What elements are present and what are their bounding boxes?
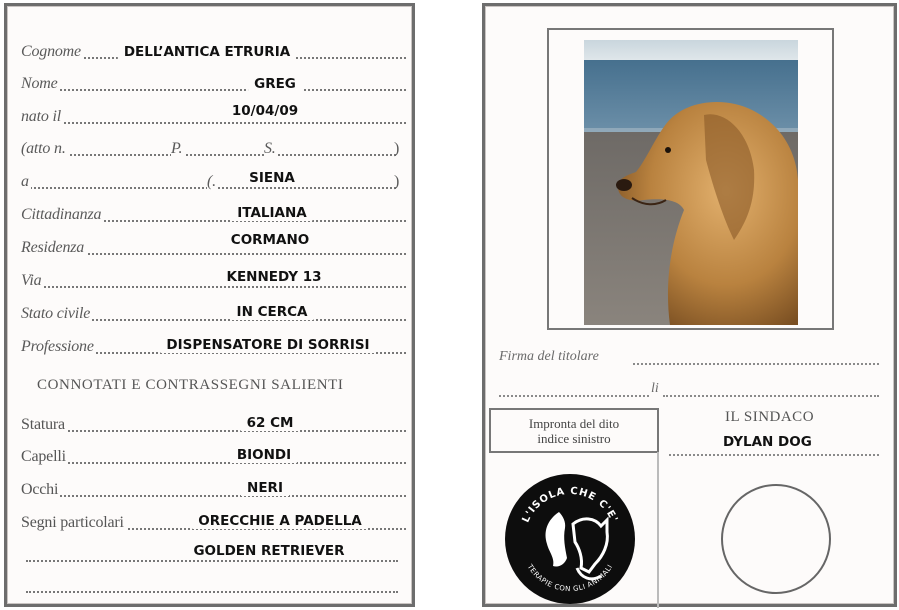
field-surname	[21, 40, 406, 62]
field-label: Cittadinanza	[21, 206, 102, 223]
section-title: CONNOTATI E CONTRASSEGNI SALIENTI	[37, 377, 344, 393]
field-value: 62 CM	[241, 415, 300, 431]
field-value: ORECCHIE A PADELLA	[192, 513, 367, 529]
field-blank-line	[21, 574, 406, 596]
record-p-label: P.	[171, 140, 183, 157]
field-label: Occhi	[21, 481, 59, 498]
field-value: 10/04/09	[226, 103, 304, 119]
place-open-paren: (.	[207, 173, 216, 190]
field-eyes	[21, 478, 406, 500]
thumbprint-divider	[657, 452, 659, 608]
field-residence	[21, 232, 406, 258]
field-value: BIONDI	[231, 447, 297, 463]
field-value: KENNEDY 13	[221, 269, 328, 285]
mayor-signature-line	[669, 454, 879, 456]
id-card-right-page	[482, 3, 897, 607]
date-line-left	[499, 395, 649, 397]
field-label: Professione	[21, 338, 94, 355]
field-label: Statura	[21, 416, 65, 433]
logo-text-top: L'ISOLA CHE C'E'	[520, 485, 620, 525]
dog-photo	[584, 40, 798, 325]
association-logo	[503, 472, 637, 606]
field-label: Segni particolari	[21, 514, 124, 531]
field-label: Stato civile	[21, 305, 91, 322]
field-label: Capelli	[21, 448, 66, 465]
field-value: GOLDEN RETRIEVER	[187, 543, 350, 559]
field-birth-date	[21, 105, 406, 127]
field-label: Nome	[21, 75, 58, 92]
field-label: Residenza	[21, 239, 85, 256]
field-value: IN CERCA	[231, 304, 314, 320]
field-marital-status	[21, 302, 406, 324]
field-value: NERI	[241, 480, 289, 496]
field-label: nato il	[21, 108, 61, 125]
field-value: DELL’ANTICA ETRURIA	[118, 44, 296, 60]
signature-line	[633, 363, 879, 365]
field-profession	[21, 335, 406, 357]
thumbprint-label-1: Impronta del dito	[528, 416, 620, 431]
thumbprint-label-2: indice sinistro	[537, 431, 611, 446]
date-line-right	[663, 395, 879, 397]
dog-photo-image	[584, 40, 798, 325]
official-stamp-circle	[721, 484, 831, 594]
place-close-paren: )	[394, 173, 400, 190]
signature-label: Firma del titolare	[499, 349, 599, 364]
field-hair	[21, 445, 406, 467]
field-citizenship	[21, 203, 406, 225]
thumbprint-box	[489, 408, 659, 453]
record-s-label: S.	[264, 140, 276, 157]
field-label: Via	[21, 272, 42, 289]
field-street	[21, 269, 406, 291]
li-label: li	[651, 381, 659, 396]
mayor-name: DYLAN DOG	[719, 434, 816, 450]
field-value: CORMANO	[225, 232, 315, 248]
field-birth-record	[21, 137, 406, 159]
id-card-left-page	[4, 3, 415, 607]
record-close-paren: )	[394, 140, 400, 157]
field-name	[21, 72, 406, 94]
field-breed	[21, 543, 406, 565]
mayor-title: IL SINDACO	[725, 409, 815, 425]
field-value: SIENA	[243, 170, 301, 186]
photo-frame	[547, 28, 834, 330]
field-label: Cognome	[21, 43, 81, 60]
field-value: ITALIANA	[231, 205, 312, 221]
field-height	[21, 413, 406, 435]
field-value: GREG	[248, 76, 302, 92]
field-value: DISPENSATORE DI SORRISI	[160, 337, 375, 353]
field-distinguishing-marks	[21, 511, 406, 533]
field-birth-place	[21, 170, 406, 192]
field-label: a	[21, 173, 29, 190]
field-label: (atto n.	[21, 140, 66, 157]
logo-text-bottom: TERAPIE CON GLI ANIMALI	[525, 563, 615, 594]
